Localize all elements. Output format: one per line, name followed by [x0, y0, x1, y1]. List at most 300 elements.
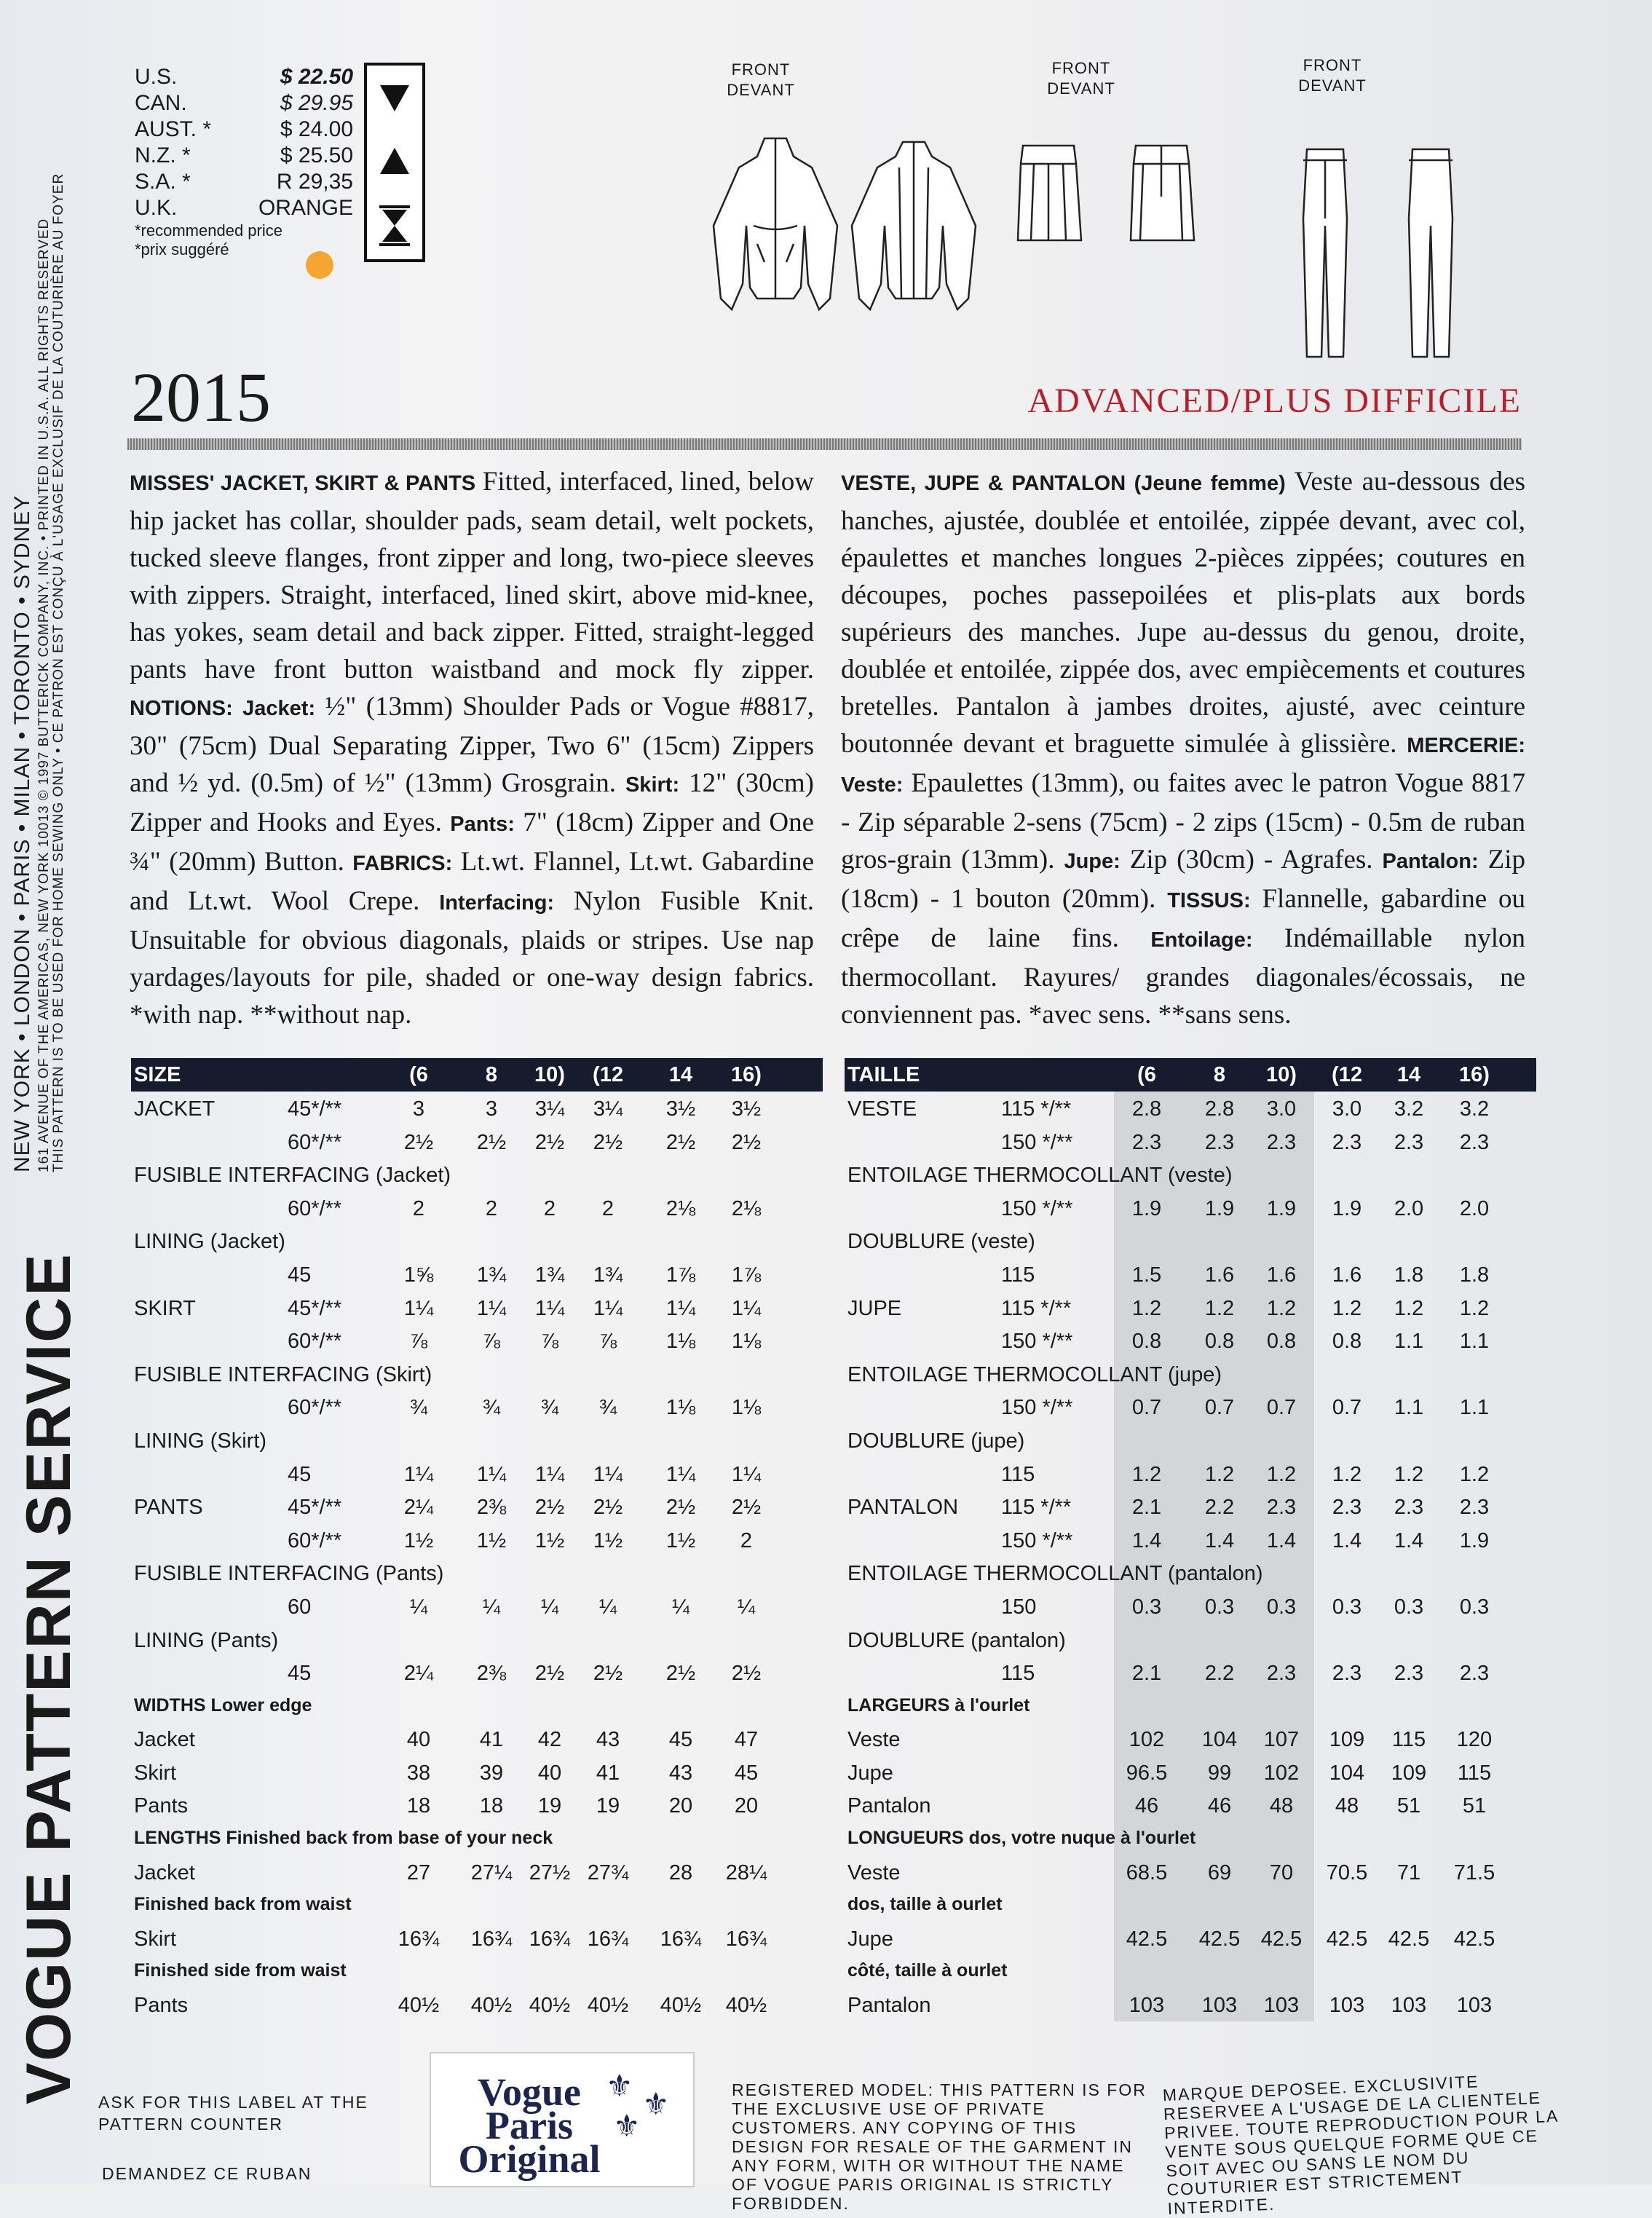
- price-country: AUST. *: [135, 117, 212, 141]
- price-row: [135, 64, 353, 90]
- table-fabric-width: 150 */**: [1001, 1528, 1073, 1552]
- table-cell: 2: [543, 1196, 556, 1220]
- tissus-label: TISSUS:: [1167, 889, 1251, 912]
- table-subsection-label: Finished side from waist: [134, 1960, 347, 1981]
- table-cell: 0.8: [1332, 1330, 1362, 1354]
- table-cell: 27: [406, 1860, 431, 1884]
- table-cell: 2½: [593, 1496, 623, 1520]
- table-cell: 2.8: [1131, 1097, 1162, 1121]
- table-cell: 2.3: [1266, 1662, 1297, 1686]
- table-cell: 42.5: [1126, 1927, 1168, 1951]
- price-value: $ 22.50: [280, 65, 353, 89]
- yardage-table-fr: [845, 1058, 1536, 2021]
- table-cell: 70: [1269, 1860, 1294, 1884]
- entoilage-text: Indémaillable nylon thermocollant. Rayures/ grandes diagonales/écossais, ne conviennent pas. *avec sens. **sans sens.: [841, 923, 1525, 1030]
- table-cell: 3.0: [1266, 1097, 1297, 1121]
- table-row: [131, 1158, 823, 1191]
- orange-price-dot: [306, 251, 333, 279]
- table-row: [131, 1324, 823, 1357]
- table-cell: 48: [1269, 1794, 1294, 1818]
- table-row: [845, 1092, 1536, 1125]
- table-cell: 1.4: [1394, 1528, 1424, 1552]
- table-fabric-width: 60*/**: [288, 1330, 342, 1354]
- table-cell: 1⅞: [665, 1263, 696, 1287]
- table-cell: 1⅛: [731, 1396, 762, 1420]
- table-cell: 1.1: [1394, 1330, 1424, 1354]
- table-section-label: FUSIBLE INTERFACING (Skirt): [134, 1362, 432, 1386]
- ask-label-fr: DEMANDEZ CE RUBAN: [102, 2164, 312, 2183]
- jacket-front-sketch: [714, 138, 837, 309]
- price-list: [135, 64, 353, 259]
- sidebar: [0, 0, 116, 2185]
- ask-label: ASK FOR THIS LABEL AT THE PATTERN COUNTER: [98, 2093, 368, 2134]
- table-cell: 1.5: [1131, 1263, 1162, 1287]
- table-row: [845, 1788, 1536, 1822]
- table-cell: 40: [537, 1761, 562, 1785]
- table-cell: 42.5: [1388, 1927, 1430, 1951]
- interfacing-label: Interfacing:: [439, 891, 555, 915]
- table-fabric-width: 45*/**: [288, 1097, 342, 1121]
- table-section-label: ENTOILAGE THERMOCOLLANT (pantalon): [847, 1562, 1263, 1586]
- table-cell: 48: [1335, 1794, 1359, 1818]
- table-cell: 2.3: [1332, 1496, 1362, 1520]
- vogue-paris-original-logo: [430, 2052, 695, 2187]
- table-row-label: Jupe: [847, 1761, 893, 1785]
- table-cell: 103: [1329, 1994, 1365, 2018]
- logo-line: Vogue: [477, 2070, 582, 2114]
- table-subsection-label: LONGUEURS dos, votre nuque à l'ourlet: [847, 1828, 1196, 1849]
- table-cell: ¼: [482, 1595, 501, 1619]
- table-cell: 41: [479, 1728, 504, 1752]
- table-fabric-width: 150: [1001, 1595, 1037, 1619]
- table-cell: 2⅛: [665, 1196, 696, 1220]
- table-row: [845, 1722, 1536, 1756]
- table-cell: 2½: [476, 1130, 507, 1154]
- skirt-front-sketch: [1018, 146, 1081, 240]
- table-cell: 0.7: [1204, 1396, 1235, 1420]
- table-row: [845, 1656, 1536, 1689]
- table-cell: 2.3: [1266, 1496, 1297, 1520]
- table-header-size: (12: [593, 1062, 623, 1086]
- fabrics-label: FABRICS:: [352, 852, 453, 875]
- table-cell: 16¾: [725, 1927, 767, 1951]
- table-cell: 3½: [665, 1097, 696, 1121]
- table-header: [845, 1058, 1536, 1092]
- table-cell: ¼: [540, 1595, 559, 1619]
- table-header-size: (6: [1137, 1062, 1156, 1086]
- table-cell: 2½: [593, 1662, 623, 1686]
- table-cell: 109: [1391, 1761, 1427, 1785]
- table-subsection-label: LENGTHS Finished back from base of your neck: [134, 1828, 553, 1849]
- table-cell: 2.3: [1394, 1496, 1424, 1520]
- table-row: [845, 1224, 1536, 1258]
- table-cell: 42.5: [1260, 1927, 1303, 1951]
- table-section-label: DOUBLURE (pantalon): [847, 1628, 1066, 1652]
- pants-front-sketch: [1303, 149, 1347, 357]
- table-row: [845, 1523, 1536, 1557]
- table-cell: 2½: [534, 1662, 565, 1686]
- table-row: [131, 1523, 823, 1557]
- table-cell: 0.3: [1394, 1595, 1424, 1619]
- table-header-size: 8: [1213, 1062, 1226, 1086]
- mercerie-veste-label: Veste:: [841, 773, 904, 797]
- table-cell: ¼: [737, 1595, 756, 1619]
- price-country: S.A. *: [135, 170, 191, 194]
- table-cell: 3: [412, 1097, 425, 1121]
- table-row-label: Skirt: [134, 1761, 176, 1785]
- table-fabric-width: 60*/**: [288, 1130, 342, 1154]
- table-cell: 1¼: [534, 1462, 565, 1486]
- table-cell: ¼: [409, 1595, 428, 1619]
- table-row: [845, 1324, 1536, 1357]
- table-cell: ¾: [540, 1396, 559, 1420]
- table-fabric-width: 115: [1001, 1662, 1035, 1686]
- price-row: [135, 90, 353, 117]
- table-cell: 51: [1396, 1794, 1421, 1818]
- table-cell: 2½: [403, 1130, 434, 1154]
- table-cell: 2.3: [1332, 1662, 1362, 1686]
- table-cell: 45: [734, 1761, 759, 1785]
- table-cell: 42: [537, 1728, 562, 1752]
- price-value: R 29,35: [276, 170, 353, 194]
- table-header-size: 10): [534, 1062, 565, 1086]
- table-cell: 1.2: [1459, 1462, 1490, 1486]
- table-row-label: PANTS: [134, 1496, 203, 1520]
- brand-vertical: VOGUE PATTERN SERVICE: [14, 1252, 84, 2104]
- table-cell: 1½: [476, 1528, 507, 1552]
- table-cell: 27¼: [470, 1860, 513, 1884]
- table-cell: 0.3: [1204, 1595, 1235, 1619]
- table-row: [131, 1556, 823, 1590]
- table-cell: ⅞: [598, 1330, 617, 1354]
- table-row: [845, 1988, 1536, 2021]
- table-row: [131, 1656, 823, 1689]
- front-label-en: FRONT: [731, 60, 791, 79]
- table-cell: 2.0: [1459, 1196, 1490, 1220]
- table-row: [845, 1291, 1536, 1325]
- table-cell: ⅞: [409, 1330, 428, 1354]
- table-cell: 40½: [470, 1994, 513, 2018]
- table-row: [845, 1258, 1536, 1291]
- table-cell: 0.8: [1131, 1330, 1162, 1354]
- tissus-text: Flannelle, gabardine ou crêpe de laine fins.: [841, 884, 1525, 953]
- table-row-label: Jacket: [134, 1728, 195, 1752]
- table-cell: 96.5: [1126, 1761, 1168, 1785]
- table-header-size: 8: [485, 1062, 498, 1086]
- table-cell: 19: [596, 1794, 620, 1818]
- front-label-fr: DEVANT: [1047, 79, 1115, 98]
- mercerie-pantalon-label: Pantalon:: [1382, 850, 1479, 873]
- table-fabric-width: 60*/**: [288, 1196, 342, 1220]
- table-cell: 2.3: [1459, 1496, 1490, 1520]
- table-cell: 3.0: [1332, 1097, 1362, 1121]
- table-header: [131, 1058, 823, 1092]
- price-row: [135, 195, 353, 221]
- table-cell: 1.2: [1266, 1296, 1297, 1320]
- table-section-label: LINING (Skirt): [134, 1429, 267, 1453]
- table-row: [845, 1390, 1536, 1424]
- table-fabric-width: 45*/**: [288, 1496, 342, 1520]
- table-row-label: Skirt: [134, 1927, 176, 1951]
- table-fabric-width: 115 */**: [1001, 1496, 1072, 1520]
- table-cell: 39: [479, 1761, 504, 1785]
- table-cell: 0.7: [1332, 1396, 1362, 1420]
- table-cell: 3: [485, 1097, 498, 1121]
- table-cell: 38: [406, 1761, 431, 1785]
- price-row: [135, 169, 353, 195]
- price-country: U.S.: [135, 65, 178, 89]
- notions-label: NOTIONS:: [130, 697, 233, 720]
- table-row: [845, 1954, 1536, 1988]
- front-label-fr: DEVANT: [1298, 76, 1367, 95]
- price-value: ORANGE: [258, 196, 353, 220]
- table-cell: 46: [1207, 1794, 1232, 1818]
- table-cell: 107: [1263, 1728, 1300, 1752]
- table-row: [131, 1954, 823, 1988]
- table-row: [131, 1291, 823, 1325]
- entoilage-label: Entoilage:: [1150, 928, 1253, 952]
- table-cell: 18: [406, 1794, 431, 1818]
- table-section-label: FUSIBLE INTERFACING (Jacket): [134, 1164, 451, 1188]
- table-cell: 1.6: [1204, 1263, 1235, 1287]
- table-row-label: Veste: [847, 1728, 901, 1752]
- pattern-number: 2015: [131, 358, 271, 436]
- table-fabric-width: 45*/**: [288, 1296, 342, 1320]
- table-cell: 0.7: [1266, 1396, 1297, 1420]
- table-row: [131, 1191, 823, 1225]
- table-cell: 28: [668, 1860, 693, 1884]
- table-cell: 2.3: [1332, 1130, 1362, 1154]
- table-cell: ¾: [598, 1396, 617, 1420]
- price-country: N.Z. *: [135, 143, 191, 167]
- table-row: [131, 1888, 823, 1922]
- table-cell: 120: [1456, 1728, 1493, 1752]
- fleur-de-lis-icon: ⚜: [642, 2087, 670, 2121]
- table-cell: 103: [1391, 1994, 1427, 2018]
- garment-sketches: [684, 117, 1529, 368]
- table-cell: 0.3: [1266, 1595, 1297, 1619]
- registered-model-notice: REGISTERED MODEL: THIS PATTERN IS FOR THE EXCLUSIVE USE OF PRIVATE CUSTOMERS. ANY COPYING OF THIS DESIGN FOR RESALE OF THE GARMENT IN ANY FORM, WITH OR WITHOUT THE NAME OF VOGUE PARIS ORIGINAL IS STRICTLY FORBIDDEN.: [732, 2080, 1147, 2213]
- table-row-label: VESTE: [847, 1097, 917, 1121]
- table-header-size: (12: [1332, 1062, 1362, 1086]
- table-cell: 2.0: [1394, 1196, 1424, 1220]
- table-fabric-width: 115 */**: [1001, 1296, 1072, 1320]
- table-fabric-width: 150 */**: [1001, 1196, 1073, 1220]
- table-row: [845, 1457, 1536, 1491]
- table-subsection-label: Finished back from waist: [134, 1894, 352, 1915]
- table-cell: 115: [1457, 1761, 1492, 1785]
- table-cell: 109: [1329, 1728, 1365, 1752]
- description-fr: [841, 463, 1525, 1033]
- price-note-en: *recommended price: [135, 221, 282, 240]
- logo-text: [453, 2070, 606, 2181]
- table-cell: 1.9: [1266, 1196, 1297, 1220]
- table-cell: 1.2: [1394, 1296, 1424, 1320]
- table-row: [131, 1457, 823, 1491]
- table-row: [845, 1191, 1536, 1225]
- table-row: [845, 1756, 1536, 1789]
- table-row: [131, 1822, 823, 1855]
- table-cell: 115: [1391, 1728, 1426, 1752]
- table-cell: 1⅛: [731, 1330, 762, 1354]
- notions-skirt-text: 12" (30cm) Zipper and Hooks and Eyes.: [130, 768, 815, 837]
- difficulty-level: ADVANCED/PLUS DIFFICILE: [1027, 382, 1522, 420]
- table-cell: 71: [1396, 1860, 1421, 1884]
- front-label-skirt: [1038, 58, 1125, 99]
- table-cell: ⅞: [482, 1330, 501, 1354]
- fleur-de-lis-icon: ⚜: [606, 2069, 633, 2103]
- table-cell: 1⅛: [665, 1396, 696, 1420]
- table-cell: ⅞: [540, 1330, 559, 1354]
- table-fabric-width: 60*/**: [288, 1396, 342, 1420]
- table-cell: 16¾: [660, 1927, 702, 1951]
- description-en: [130, 463, 814, 1033]
- table-cell: 1.2: [1131, 1296, 1162, 1320]
- notions-pants-text: 7" (18cm) Zipper and One ¾" (20mm) Button.: [130, 808, 815, 877]
- address-vertical: 161 AVENUE OF THE AMERICAS, NEW YORK 10013 © 1997 BUTTERICK COMPANY, INC. • PRINTED IN U.S.A. ALL RIGHTS RESERVED: [36, 218, 52, 1172]
- table-cell: 1¼: [403, 1462, 434, 1486]
- table-cell: 2½: [534, 1130, 565, 1154]
- table-cell: 0.3: [1459, 1595, 1490, 1619]
- table-row: [131, 1424, 823, 1457]
- table-fabric-width: 115 */**: [1001, 1097, 1072, 1121]
- table-cell: 18: [479, 1794, 504, 1818]
- table-cell: ¾: [409, 1396, 428, 1420]
- interfacing-text: Nylon Fusible Knit. Unsuitable for obvious diagonals, plaids or stripes. Use nap yardages/layouts for pile, shaded or one-way design fabrics. *with nap. **without nap.: [130, 886, 814, 1030]
- table-cell: 2.1: [1131, 1662, 1162, 1686]
- table-cell: 2½: [731, 1662, 762, 1686]
- table-cell: 1.2: [1204, 1296, 1235, 1320]
- front-label-en: FRONT: [1303, 56, 1362, 74]
- table-cell: 1¾: [593, 1263, 623, 1287]
- table-cell: ¼: [598, 1595, 617, 1619]
- table-row: [131, 1092, 823, 1125]
- table-cell: 2½: [534, 1496, 565, 1520]
- table-row: [845, 1623, 1536, 1657]
- table-row-label: JACKET: [134, 1097, 216, 1121]
- front-label-jacket: [717, 60, 805, 100]
- table-fabric-width: 60*/**: [288, 1528, 342, 1552]
- mercerie-veste-text: Epaulettes (13mm), ou faites avec le patron Vogue 8817 - Zip séparable 2-sens (75cm) - 2 zips (15cm) - 0.5m de ruban gros-grain (13mm).: [841, 768, 1525, 875]
- table-cell: 1.2: [1332, 1462, 1362, 1486]
- table-cell: 2.3: [1131, 1130, 1162, 1154]
- table-cell: 0.3: [1131, 1595, 1162, 1619]
- table-row: [131, 1988, 823, 2021]
- table-cell: 43: [596, 1728, 620, 1752]
- table-header-label: TAILLE: [847, 1062, 920, 1086]
- table-row: [131, 1490, 823, 1523]
- table-cell: 68.5: [1126, 1860, 1168, 1884]
- fabrics-text: Lt.wt. Flannel, Lt.wt. Gabardine and Lt.wt. Wool Crepe.: [130, 847, 814, 916]
- table-row: [845, 1158, 1536, 1191]
- table-cell: 1.1: [1459, 1396, 1490, 1420]
- table-cell: 1¼: [665, 1462, 696, 1486]
- table-cell: 2.3: [1394, 1130, 1424, 1154]
- table-cell: 1¼: [476, 1462, 507, 1486]
- table-cell: 0.8: [1204, 1330, 1235, 1354]
- table-row: [845, 1689, 1536, 1723]
- table-cell: 2½: [593, 1130, 623, 1154]
- table-row-label: Jacket: [134, 1860, 195, 1884]
- mercerie-label: MERCERIE:: [1407, 734, 1525, 757]
- table-header-size: 10): [1266, 1062, 1297, 1086]
- table-cell: 1½: [403, 1528, 434, 1552]
- table-cell: 1.8: [1394, 1263, 1424, 1287]
- table-header-size: 16): [731, 1062, 762, 1086]
- table-cell: 41: [596, 1761, 620, 1785]
- table-cell: 2: [740, 1528, 753, 1552]
- table-subsection-label: WIDTHS Lower edge: [134, 1694, 312, 1716]
- table-header-size: 16): [1459, 1062, 1490, 1086]
- table-section-label: ENTOILAGE THERMOCOLLANT (jupe): [847, 1362, 1222, 1386]
- table-cell: 2: [412, 1196, 425, 1220]
- description-fr-body: Veste au-dessous des hanches, ajustée, doublée et entoilée, zippée devant, avec col, épaulettes et manches longues 2-pièces zippées; coutures en découpes, poches passepoilées et plis-plats aux bords supérieurs des manches. Jupe au-dessus du genou, droite, doublée et entoilée, zippée dos, avec empiècements et coutures bretelles. Pantalon à jambes droites, ajusté, avec ceinture boutonnée devant et braguette simulée à glissière.: [841, 467, 1525, 759]
- table-cell: 1.4: [1204, 1528, 1235, 1552]
- table-cell: 1.1: [1459, 1330, 1490, 1354]
- table-cell: 47: [734, 1728, 759, 1752]
- mercerie-jupe-label: Jupe:: [1064, 850, 1121, 873]
- table-cell: 1.9: [1204, 1196, 1235, 1220]
- mercerie-pantalon-text: Zip (18cm) - 1 bouton (20mm).: [841, 845, 1525, 914]
- table-row: [131, 1722, 823, 1756]
- table-fabric-width: 150 */**: [1001, 1396, 1073, 1420]
- table-cell: 1.9: [1332, 1196, 1362, 1220]
- table-cell: 43: [668, 1761, 693, 1785]
- table-subsection-label: dos, taille à ourlet: [847, 1894, 1003, 1915]
- table-cell: 1.4: [1131, 1528, 1162, 1552]
- table-cell: 2.3: [1266, 1130, 1297, 1154]
- table-cell: 19: [537, 1794, 562, 1818]
- table-cell: 102: [1263, 1761, 1300, 1785]
- table-row-label: JUPE: [847, 1296, 902, 1320]
- table-section-label: ENTOILAGE THERMOCOLLANT (veste): [847, 1164, 1233, 1188]
- table-cell: 104: [1329, 1761, 1365, 1785]
- marque-deposee-notice: MARQUE DEPOSEE. EXCLUSIVITE RESERVEE A L'USAGE DE LA CLIENTELE PRIVEE. TOUTE REPRODUCTION POUR LA VENTE SOUS QUELQUE FORME QUE CE SOIT AVEC OU SANS LE NOM DU COUTURIER EST STRICTEMENT INTERDITE.: [1162, 2072, 1559, 2218]
- table-cell: 102: [1129, 1728, 1165, 1752]
- table-cell: 1¼: [731, 1462, 762, 1486]
- table-cell: 3½: [731, 1097, 762, 1121]
- table-row-label: Pantalon: [847, 1994, 931, 2018]
- table-cell: 3.2: [1459, 1097, 1490, 1121]
- table-cell: 2.3: [1459, 1662, 1490, 1686]
- table-row: [845, 1590, 1536, 1623]
- table-cell: 3¼: [593, 1097, 623, 1121]
- table-cell: 2½: [665, 1130, 696, 1154]
- up-triangle-icon: [367, 130, 422, 194]
- table-cell: 2: [601, 1196, 614, 1220]
- table-cell: 2⅜: [476, 1496, 507, 1520]
- table-cell: 40½: [725, 1994, 767, 2018]
- table-cell: 1.2: [1131, 1462, 1162, 1486]
- table-fabric-width: 115: [1001, 1263, 1035, 1287]
- jacket-back-sketch: [852, 142, 976, 309]
- notions-jacket-label: Jacket:: [242, 697, 316, 720]
- table-cell: 1.9: [1131, 1196, 1162, 1220]
- description-en-lead: MISSES' JACKET, SKIRT & PANTS: [130, 472, 476, 495]
- fabric-symbols-box: [364, 63, 425, 262]
- table-row: [131, 1756, 823, 1789]
- table-cell: 2: [485, 1196, 498, 1220]
- table-cell: 3¼: [534, 1097, 565, 1121]
- table-cell: 40½: [660, 1994, 702, 2018]
- table-row: [845, 1922, 1536, 1955]
- table-cell: 1⅛: [665, 1330, 696, 1354]
- table-cell: 104: [1201, 1728, 1238, 1752]
- table-cell: 1.1: [1394, 1396, 1424, 1420]
- table-section-label: LINING (Pants): [134, 1628, 279, 1652]
- table-row: [845, 1490, 1536, 1523]
- table-cell: 46: [1134, 1794, 1159, 1818]
